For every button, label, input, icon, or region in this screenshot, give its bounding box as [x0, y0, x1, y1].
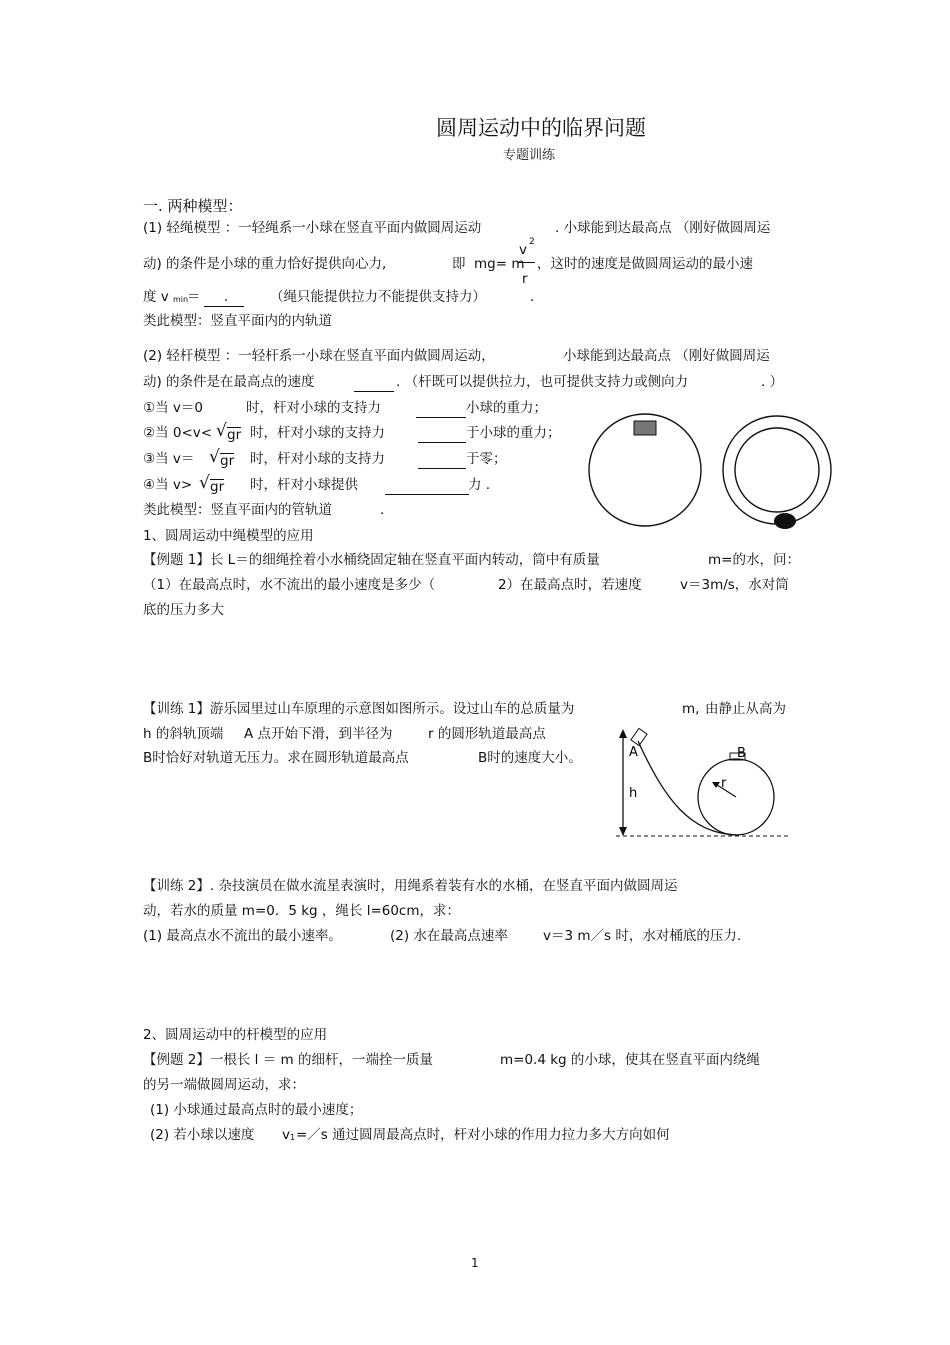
- rod-line1a: (2) 轻杆模型 ：一轻杆系一小球在竖直平面内做圆周运动，: [143, 348, 495, 364]
- rod-model-figures: [582, 410, 840, 536]
- blank-cond1: [416, 417, 466, 418]
- cond2-b: 时，杆对小球的支持力: [250, 425, 385, 441]
- blank-vmin: [204, 306, 244, 307]
- rope-line2c: ，这时的速度是做圆周运动的最小速: [537, 256, 753, 272]
- training1-line3a: B时恰好对轨道无压力。求在圆形轨道最高点: [143, 750, 409, 766]
- example1-line2c: v＝3m/s，水对筒: [680, 577, 789, 593]
- example1-line2b: 2）在最高点时，若速度: [498, 577, 642, 593]
- training2-line2: 动，若水的质量 m=0．5 kg ，绳长 l=60cm，求：: [143, 903, 461, 919]
- cond3-b: 时，杆对小球的支持力: [250, 451, 385, 467]
- rod-analog-dot: .: [380, 502, 385, 518]
- page-title: 圆周运动中的临界问题: [436, 116, 646, 140]
- cond3-a: ③当 v＝: [143, 451, 195, 467]
- section-rod-application: 2、圆周运动中的杆模型的应用: [143, 1027, 328, 1043]
- rope-line2a: 动) 的条件是小球的重力恰好提供向心力,: [143, 256, 387, 272]
- example2-v1-subscript: 1: [290, 1133, 296, 1142]
- sqrt-gr-2: gr: [227, 427, 242, 443]
- rod-line2a: 动) 的条件是在最高点的速度: [143, 374, 315, 390]
- height-arrow-bottom: [619, 827, 627, 836]
- rope-line3b: ＝: [187, 289, 201, 305]
- fraction-bar: [517, 262, 535, 263]
- blank-cond2: [418, 442, 466, 443]
- height-arrow-top: [619, 729, 627, 738]
- rope-line3c: （绳只能提供拉力不能提供支持力）: [270, 289, 486, 305]
- training1-line2a: h 的斜轨顶端: [143, 726, 224, 742]
- sqrt-gr-3: gr: [220, 453, 235, 469]
- example1-line3: 底的压力多大: [143, 602, 224, 618]
- roller-coaster-figure: [610, 725, 795, 845]
- sqrt-sign-2: √: [216, 421, 227, 441]
- training2-line3b: (2) 水在最高点速率: [390, 928, 508, 944]
- example1-line2a: （1）在最高点时，水不流出的最小速度是多少（: [143, 577, 436, 593]
- training1-line2c: r 的圆形轨道最高点: [428, 726, 546, 742]
- rod-line1b: 小球能到达最高点 （刚好做圆周运: [563, 348, 770, 364]
- training1-line1b: m,: [682, 701, 700, 717]
- blank-rod-speed: [354, 391, 394, 392]
- example2-line2: 的另一端做圆周运动，求：: [143, 1077, 305, 1093]
- sqrt-gr-4: gr: [210, 479, 225, 495]
- cond4-a: ④当 v>: [143, 477, 193, 493]
- label-B: B: [737, 746, 746, 761]
- training2-line1: 【训练 2】. 杂技演员在做水流星表演时，用绳系着装有水的水桶，在竖直平面内做圆周运: [143, 878, 678, 894]
- training1-line1a: 【训练 1】游乐园里过山车原理的示意图如图所示。设过山车的总质量为: [143, 701, 575, 717]
- rope-line1b: . 小球能到达最高点 （刚好做圆周运: [555, 220, 771, 236]
- cond4-b: 时，杆对小球提供: [250, 477, 358, 493]
- formula-exponent: 2: [529, 237, 535, 247]
- example1-line1a: 【例题 1】长 L＝的细绳拴着小水桶绕固定轴在竖直平面内转动，筒中有质量: [143, 552, 600, 568]
- blank-dot: .: [224, 289, 229, 305]
- training2-line3c: v＝3 m／s 时，水对桶底的压力.: [543, 928, 742, 944]
- rope-line1a: (1) 轻绳模型 ：一轻绳系一小球在竖直平面内做圆周运动: [143, 220, 482, 236]
- example2-line1b: m=0.4 kg 的小球，使其在竖直平面内绕绳: [500, 1052, 760, 1068]
- label-h: h: [629, 786, 638, 801]
- training1-line1c: 由静止从高为: [705, 701, 786, 717]
- blank-cond4: [385, 494, 469, 495]
- label-r: r: [721, 776, 727, 791]
- cond2-a: ②当 0<v<: [143, 425, 213, 441]
- example2-line3: (1) 小球通过最高点时的最小速度；: [150, 1102, 363, 1118]
- cond1-b: 时，杆对小球的支持力: [246, 400, 381, 416]
- tube-outer-circle: [723, 416, 831, 524]
- example1-line1b: m=的水，问：: [708, 552, 800, 568]
- formula-numerator: v: [519, 242, 527, 258]
- blank-cond3: [418, 468, 466, 469]
- training2-line3a: (1) 最高点水不流出的最小速率。: [143, 928, 342, 944]
- training1-line2b: A 点开始下滑，到半径为: [244, 726, 393, 742]
- example2-line4c: =／s 通过圆周最高点时，杆对小球的作用力拉力多大方向如何: [296, 1127, 670, 1143]
- page-subtitle: 专题训练: [503, 148, 556, 163]
- label-A: A: [629, 745, 638, 760]
- example2-line4a: (2) 若小球以速度: [150, 1127, 255, 1143]
- cond4-c: 力 .: [468, 477, 491, 493]
- rope-analog: 类此模型：竖直平面内的内轨道: [143, 313, 332, 329]
- rod-analog: 类此模型：竖直平面内的管轨道: [143, 502, 332, 518]
- training1-line3b: B时的速度大小。: [478, 750, 582, 766]
- section-rope-application: 1、圆周运动中绳模型的应用: [143, 528, 314, 544]
- rope-line2b: 即: [452, 256, 466, 272]
- formula-lhs: mg= m: [474, 256, 525, 272]
- example2-line4b: v: [282, 1127, 290, 1143]
- example2-line1a: 【例题 2】一根长 l ＝ m 的细杆，一端拴一质量: [143, 1052, 433, 1068]
- section-heading-models: 一. 两种模型：: [143, 197, 243, 215]
- tube-inner-circle: [735, 428, 819, 512]
- cond3-c: 于零；: [466, 451, 507, 467]
- cond1-c: 小球的重力；: [466, 400, 547, 416]
- sqrt-sign-4: √: [199, 473, 210, 493]
- formula-denominator: r: [522, 271, 528, 287]
- cond2-c: 于小球的重力；: [466, 425, 561, 441]
- block-at-top: [634, 421, 656, 435]
- rod-line2c: . ）: [761, 374, 784, 390]
- rod-line2b: . （杆既可以提供拉力，也可提供支持力或侧向力: [396, 374, 689, 390]
- radius-arrowhead: [712, 782, 720, 788]
- vmin-subscript: min: [173, 295, 189, 304]
- rope-line3a: 度 v: [143, 289, 169, 305]
- rope-line3d: .: [530, 289, 535, 305]
- cond1-a: ①当 v＝0: [143, 400, 203, 416]
- sqrt-sign-3: √: [209, 447, 220, 467]
- ball-in-tube: [774, 513, 796, 529]
- page-number: 1: [471, 1256, 479, 1270]
